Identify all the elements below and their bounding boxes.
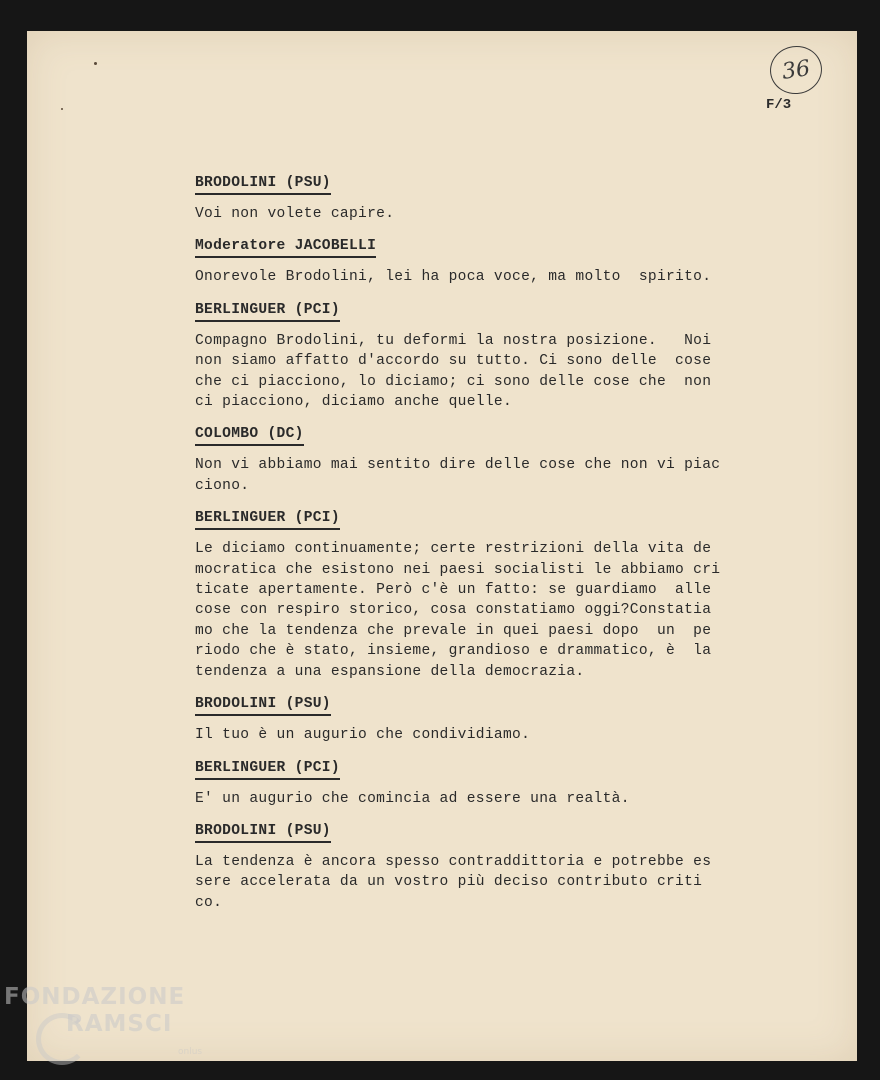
speech-line: tendenza a una espansione della democrazia.: [195, 663, 585, 680]
speech-line: ciono.: [195, 477, 250, 494]
speech-line: sere accelerata da un vostro più deciso contributo criti: [195, 874, 703, 891]
speech-line: Compagno Brodolini, tu deformi la nostra posizione. Noi: [195, 332, 712, 349]
speech-line: Non vi abbiamo mai sentito dire delle cose che non vi piac: [195, 457, 721, 474]
speech-line: ticate apertamente. Però c'è un fatto: se guardiamo alle: [195, 582, 712, 599]
transcript-block: [195, 425, 815, 496]
speech-line: Le diciamo continuamente; certe restrizioni della vita de: [195, 541, 712, 558]
speech-line: mocratica che esistono nei paesi socialisti le abbiamo cri: [195, 561, 721, 578]
speaker-name: Moderatore JACOBELLI: [195, 237, 376, 258]
speech-line: Il tuo è un augurio che condividiamo.: [195, 727, 531, 744]
paper-speck: [94, 62, 97, 65]
watermark-g-logo-icon: [36, 1013, 88, 1065]
speech-line: E' un augurio che comincia ad essere una realtà.: [195, 790, 630, 807]
handwritten-page-number: 36: [767, 43, 825, 98]
speaker-name: BERLINGUER (PCI): [195, 759, 340, 780]
page-reference-code: F/3: [766, 97, 792, 113]
speech-line: non siamo affatto d'accordo su tutto. Ci sono delle cose: [195, 353, 712, 370]
debate-transcript: [195, 174, 815, 926]
speech-line: La tendenza è ancora spesso contraddittoria e potrebbe es: [195, 853, 712, 870]
speaker-name: COLOMBO (DC): [195, 425, 304, 446]
speech-line: ci piacciono, diciamo anche quelle.: [195, 394, 513, 411]
speech-line: riodo che è stato, insieme, grandioso e drammatico, è la: [195, 643, 712, 660]
transcript-block: [195, 695, 815, 745]
transcript-block: [195, 822, 815, 913]
transcript-block: [195, 509, 815, 682]
speech-line: che ci piacciono, lo diciamo; ci sono delle cose che non: [195, 373, 712, 390]
speaker-name: BRODOLINI (PSU): [195, 695, 331, 716]
transcript-block: [195, 174, 815, 224]
transcript-block: [195, 301, 815, 413]
transcript-block: [195, 759, 815, 809]
speaker-name: BERLINGUER (PCI): [195, 509, 340, 530]
transcript-block: [195, 237, 815, 287]
speech-line: Voi non volete capire.: [195, 206, 395, 222]
watermark-line-1: FONDAZIONE: [4, 984, 186, 1010]
speech-line: cose con respiro storico, cosa constatiamo oggi?Constatia: [195, 602, 712, 619]
watermark-small-text: onlus: [178, 1047, 203, 1057]
watermark-line-2: RAMSCI: [66, 1011, 173, 1037]
paper-speck: [61, 108, 63, 110]
speaker-name: BERLINGUER (PCI): [195, 301, 340, 322]
speech-line: Onorevole Brodolini, lei ha poca voce, ma molto spirito.: [195, 269, 712, 286]
speech-line: co.: [195, 894, 223, 911]
speaker-name: BRODOLINI (PSU): [195, 822, 331, 843]
speaker-name: BRODOLINI (PSU): [195, 174, 331, 195]
speech-line: mo che la tendenza che prevale in quei paesi dopo un pe: [195, 622, 712, 639]
